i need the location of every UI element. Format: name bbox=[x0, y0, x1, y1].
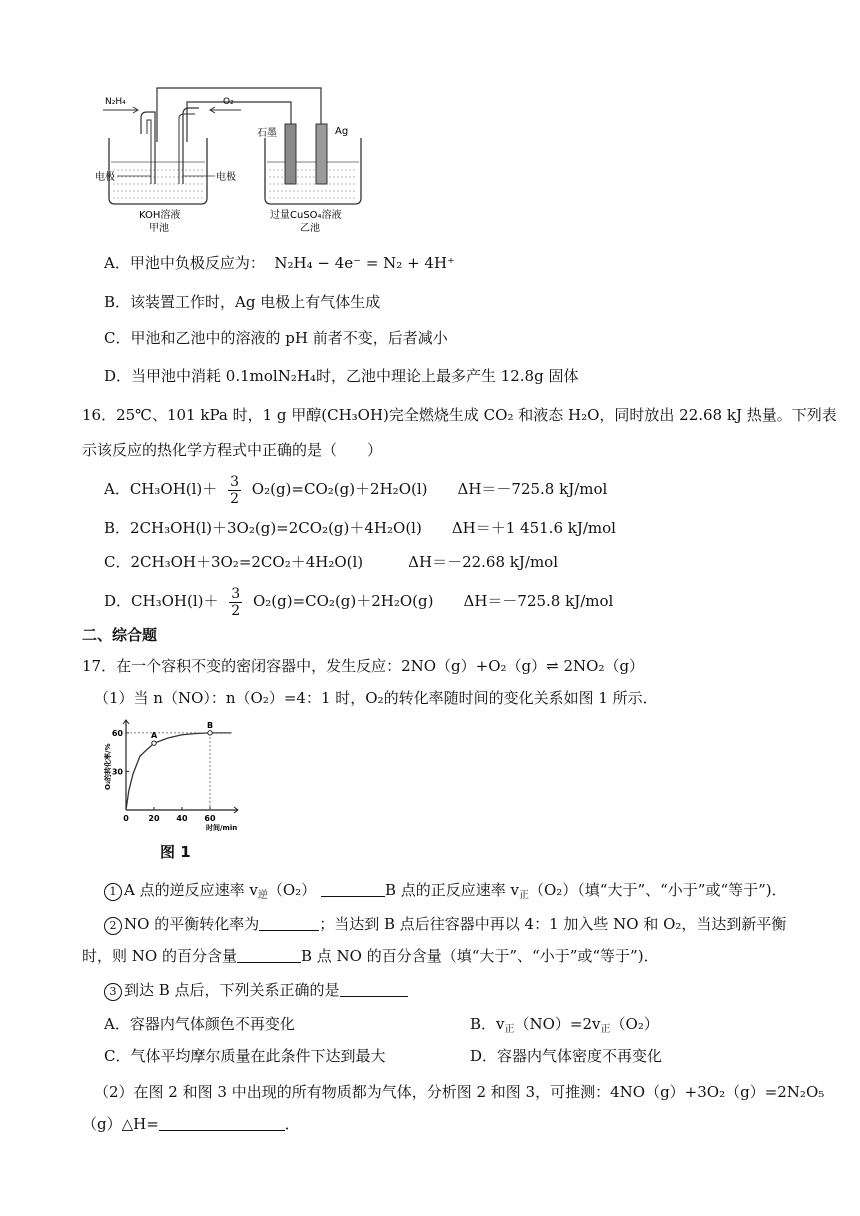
q17-option-b: B．$v_正(NO)=2v_正(O_2)$ bbox=[470, 1015, 659, 1035]
q15-option-b: B．该装置工作时，Ag 电极上有气体生成 bbox=[104, 293, 381, 311]
label-n2h4: N₂H₄ bbox=[105, 97, 126, 107]
q17-option-c: C．气体平均摩尔质量在此条件下达到最大 bbox=[104, 1047, 386, 1065]
label-cuso4: 过量CuSO₄溶液 bbox=[270, 210, 342, 221]
q16-option-c: C．2CH₃OH＋3O₂=2CO₂＋4H₂O(l) ΔH＝－22.68 kJ/mol bbox=[104, 553, 558, 571]
point-label-b: B bbox=[207, 720, 214, 730]
circled-number-2: 2 bbox=[104, 917, 122, 935]
q16-stem-line2: 示该反应的热化学方程式中正确的是（ ） bbox=[82, 441, 383, 459]
label-ag: Ag bbox=[335, 126, 349, 137]
x-axis-label: 时间/min bbox=[206, 824, 238, 832]
label-koh: KOH溶液 bbox=[139, 210, 181, 221]
circled-number-3: 3 bbox=[104, 983, 122, 1001]
answer-blank-1[interactable] bbox=[321, 882, 385, 897]
q17-option-a: A．容器内气体颜色不再变化 bbox=[104, 1015, 295, 1033]
label-o2: O₂ bbox=[223, 97, 234, 107]
q17-sub1: 1 A 点的逆反应速率 $v_逆(O_2)$ B 点的正反应速率 $v_正(O_2)$（填“大于”、“小于”或“等于”)． bbox=[104, 880, 787, 906]
q16-option-d: D．CH₃OH(l)＋ $\frac{3}{2}$ O₂(g)=CO₂(g)＋2H₂O(g) ΔH＝－725.8 kJ/mol bbox=[104, 585, 614, 619]
q17-part2: （2）在图 2 和图 3 中出现的所有物质都为气体，分析图 2 和图 3，可推测：4NO（g）+3O₂（g）=2N₂O₅ bbox=[94, 1083, 825, 1101]
answer-blank-2[interactable] bbox=[259, 916, 319, 931]
x-tick-label: 40 bbox=[176, 814, 188, 823]
q15-option-a: A．甲池中负极反应为： N₂H₄ − 4e⁻ = N₂ + 4H⁺ bbox=[104, 254, 455, 272]
point-b bbox=[208, 731, 212, 735]
electrochemical-cell-diagram bbox=[95, 84, 365, 234]
q17-stem: 17．在一个容积不变的密闭容器中，发生反应：2NO（g）+O₂（g）⇌ 2NO₂（g） bbox=[82, 657, 645, 675]
q17-part1-intro: （1）当 n（NO）：n（O₂）=4：1 时，O₂的转化率随时间的变化关系如图 1 所示． bbox=[94, 689, 658, 707]
q16-a-fraction: $\frac{3}{2}$ bbox=[230, 473, 239, 507]
label-electrode-left: 电极 bbox=[95, 172, 115, 183]
q17-part2-cont: （g）△H= ． bbox=[82, 1115, 300, 1133]
q15-option-c: C．甲池和乙池中的溶液的 pH 前者不变，后者减小 bbox=[104, 329, 448, 347]
point-a bbox=[152, 741, 156, 745]
circled-number-1: 1 bbox=[104, 883, 122, 901]
label-pool-b: 乙池 bbox=[300, 223, 320, 234]
x-tick-label: 0 bbox=[123, 814, 129, 823]
q17-sub3: 3 到达 B 点后，下列关系正确的是 bbox=[104, 980, 408, 1001]
q15-option-d: D．当甲池中消耗 0.1molN₂H₄时，乙池中理论上最多产生 12.8g 固体 bbox=[104, 367, 579, 385]
y-tick-label: 30 bbox=[111, 767, 123, 777]
label-electrode-right: 电极 bbox=[216, 172, 236, 183]
q16-option-a: A．CH₃OH(l)＋ $\frac{3}{2}$ O₂(g)=CO₂(g)＋2H₂O(l) ΔH＝－725.8 kJ/mol bbox=[104, 473, 608, 507]
section-title: 二、综合题 bbox=[82, 626, 158, 644]
o2-conversion-chart bbox=[98, 712, 248, 832]
answer-blank-5[interactable] bbox=[159, 1116, 285, 1131]
answer-blank-4[interactable] bbox=[340, 982, 408, 997]
q17-sub2-cont: 时，则 NO 的百分含量 B 点 NO 的百分含量（填“大于”、“小于”或“等于”)． bbox=[82, 947, 659, 965]
label-pool-a: 甲池 bbox=[149, 223, 169, 234]
x-tick-label: 20 bbox=[148, 814, 160, 823]
y-tick-label: 60 bbox=[111, 728, 123, 738]
q17-option-d: D．容器内气体密度不再变化 bbox=[470, 1047, 663, 1065]
q17-sub2: 2 NO 的平衡转化率为 ；当达到 B 点后往容器中再以 4：1 加入些 NO 和 O₂，当达到新平衡 bbox=[104, 914, 786, 935]
q16-stem-line1: 16．25℃、101 kPa 时，1 g 甲醇(CH₃OH)完全燃烧生成 CO₂ 和液态 H₂O，同时放出 22.68 kJ 热量。下列表 bbox=[82, 406, 837, 424]
x-tick-label: 60 bbox=[204, 814, 216, 823]
series-line bbox=[126, 733, 231, 810]
y-axis-label: O₂的转化率/% bbox=[104, 743, 112, 790]
figure-1-label: 图 1 bbox=[160, 843, 191, 861]
q15-a-formula: N₂H₄ − 4e⁻ = N₂ + 4H⁺ bbox=[274, 254, 455, 272]
answer-blank-3[interactable] bbox=[237, 948, 301, 963]
q16-d-fraction: $\frac{3}{2}$ bbox=[231, 585, 241, 619]
label-graphite: 石墨 bbox=[257, 128, 277, 139]
point-label-a: A bbox=[151, 731, 158, 741]
q16-option-b: B．2CH₃OH(l)＋3O₂(g)=2CO₂(g)＋4H₂O(l) ΔH＝＋1 451.6 kJ/mol bbox=[104, 519, 616, 537]
